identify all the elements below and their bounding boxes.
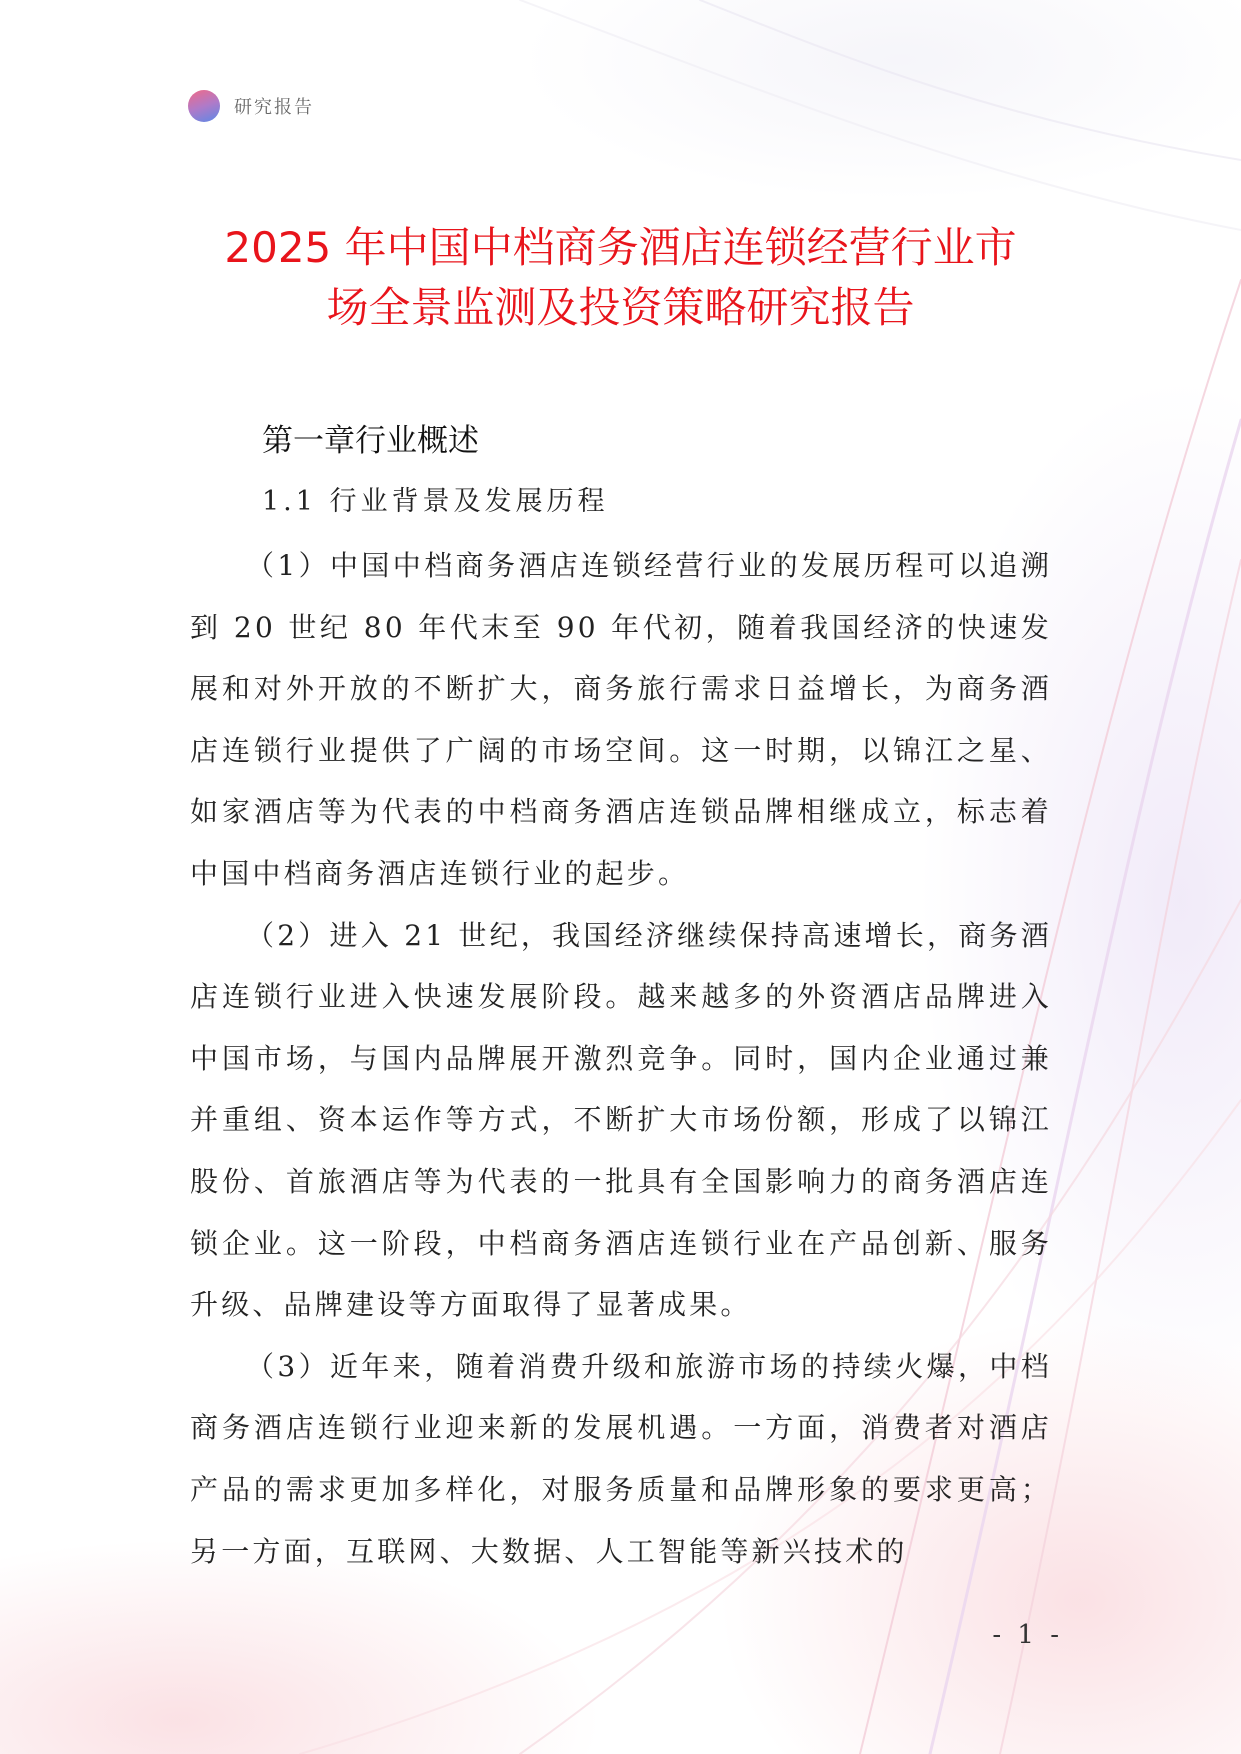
report-title-line-2: 场全景监测及投资策略研究报告 [326,283,915,332]
paragraph-2: （2）进入 21 世纪，我国经济继续保持高速增长，商务酒店连锁行业进入快速发展阶段。越来越多的外资酒店品牌进入中国市场，与国内品牌展开激烈竞争。同时，国内企业通过兼并重组、资本运作等方式，不断扩大市场份额，形成了以锦江股份、首旅酒店等为代表的一批具有全国影响力的商务酒店连锁企业。这一阶段，中档商务酒店连锁行业在产品创新、服务升级、品牌建设等方面取得了显著成果。 [190,918,1052,1322]
paragraph-3: （3）近年来，随着消费升级和旅游市场的持续火爆，中档商务酒店连锁行业迎来新的发展机遇。一方面，消费者对酒店产品的需求更加多样化，对服务质量和品牌形象的要求更高；另一方面，互联网、大数据、人工智能等新兴技术的 [190,1349,1052,1568]
page-header [188,88,314,124]
section-heading: 1.1 行业背景及发展历程 [262,486,609,517]
gradient-circle-logo-icon [188,90,220,122]
chapter-heading: 第一章行业概述 [262,423,479,459]
header-label: 研究报告 [234,97,314,118]
report-title [150,218,1091,338]
page-number: - 1 - [992,1620,1063,1650]
report-title-line-1: 2025 年中国中档商务酒店连锁经营行业市 [224,223,1017,272]
paragraph-1: （1）中国中档商务酒店连锁经营行业的发展历程可以追溯到 20 世纪 80 年代末至 90 年代初，随着我国经济的快速发展和对外开放的不断扩大，商务旅行需求日益增长，为商务酒店连锁行业提供了广阔的市场空间。这一时期，以锦江之星、如家酒店等为代表的中档商务酒店连锁品牌相继成立，标志着中国中档商务酒店连锁行业的起步。 [190,549,1052,890]
body-text [190,535,1052,1582]
